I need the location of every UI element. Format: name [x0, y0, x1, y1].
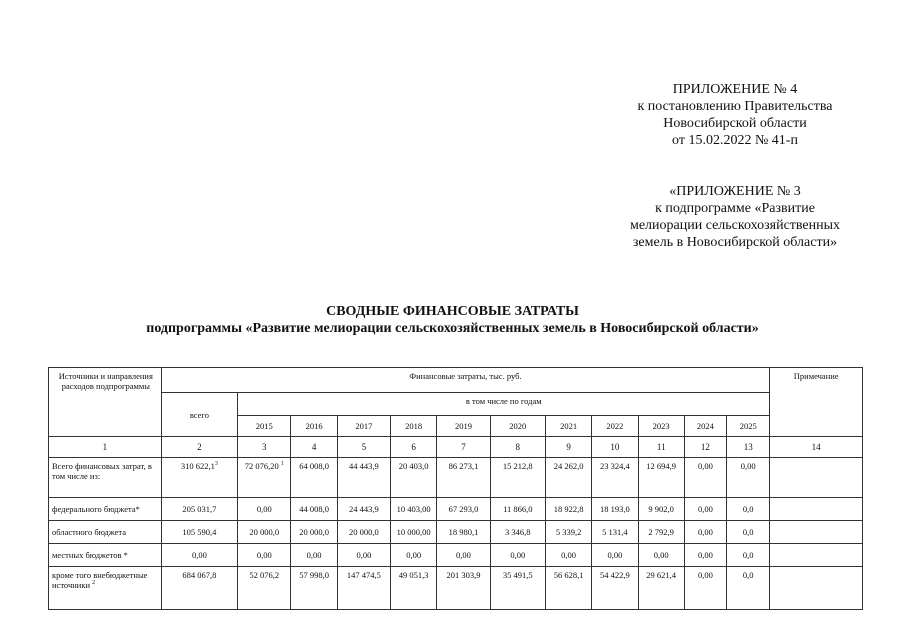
year-value	[291, 567, 337, 610]
row-total-value	[161, 521, 237, 544]
year-value	[490, 521, 545, 544]
year-value-text: 20 403,0	[398, 461, 429, 471]
year-value	[437, 458, 490, 498]
total-value-text: 0,00	[191, 550, 207, 560]
header-total: всего	[161, 393, 237, 437]
year-value	[490, 544, 545, 567]
footnote-marker: 3	[214, 461, 218, 468]
year-value	[592, 458, 638, 498]
column-number: 14	[770, 437, 863, 458]
year-value	[238, 498, 291, 521]
row-note	[770, 521, 863, 544]
year-value	[437, 498, 490, 521]
row-extrabudgetary	[49, 567, 863, 610]
year-value	[545, 458, 591, 498]
total-value-text: 684 067,8	[182, 570, 217, 580]
year-value-text: 0,00	[356, 550, 372, 560]
year-value	[291, 458, 337, 498]
row-total	[49, 458, 863, 498]
row-federal-budget	[49, 498, 863, 521]
row-local-budgets	[49, 544, 863, 567]
total-value-text: 310 622,1	[180, 461, 215, 471]
year-value	[490, 567, 545, 610]
year-value	[545, 521, 591, 544]
year-value	[727, 521, 770, 544]
row-total-value	[161, 544, 237, 567]
year-value-text: 11 866,0	[503, 504, 533, 514]
year-value-text: 0,00	[697, 570, 713, 580]
year-value-text: 147 474,5	[346, 570, 381, 580]
column-number: 11	[638, 437, 684, 458]
column-number: 5	[337, 437, 390, 458]
year-value-text: 35 491,5	[502, 570, 533, 580]
year-value-text: 20 000,0	[349, 527, 379, 537]
year-value-text: 18 193,0	[600, 504, 630, 514]
year-value-text: 0,00	[607, 550, 623, 560]
row-note	[770, 567, 863, 610]
year-value	[684, 544, 726, 567]
year-value-text: 29 621,4	[646, 570, 677, 580]
year-header: 2016	[291, 416, 337, 437]
year-value-text: 0,00	[697, 461, 713, 471]
row-label-text: кроме того внебюджетные источники	[52, 570, 148, 590]
year-header: 2024	[684, 416, 726, 437]
header-note: Примечание	[770, 368, 863, 437]
year-value	[391, 521, 437, 544]
year-value	[727, 498, 770, 521]
year-value	[592, 567, 638, 610]
year-value	[545, 544, 591, 567]
year-header: 2021	[545, 416, 591, 437]
row-total-value	[161, 567, 237, 610]
year-value-text: 0,00	[256, 504, 272, 514]
year-value	[391, 458, 437, 498]
year-value-text: 10 000,00	[396, 527, 431, 537]
year-value	[727, 567, 770, 610]
appendix-3-line-3: мелиорации сельскохозяйственных	[629, 218, 841, 233]
year-value-text: 5 339,2	[555, 527, 582, 537]
row-label-text: областного бюджета	[52, 527, 127, 537]
year-value-text: 3 346,8	[505, 527, 531, 537]
year-header: 2017	[337, 416, 390, 437]
footnote-marker: 2	[92, 580, 96, 587]
year-value	[684, 458, 726, 498]
year-value	[727, 458, 770, 498]
year-value-text: 20 000,0	[249, 527, 280, 537]
year-value-text: 44 443,9	[349, 461, 379, 471]
year-value	[545, 567, 591, 610]
year-header: 2019	[437, 416, 490, 437]
year-header: 2022	[592, 416, 638, 437]
year-value-text: 0,00	[697, 527, 713, 537]
year-header: 2018	[391, 416, 437, 437]
year-value	[727, 544, 770, 567]
appendix-4-line-2: к постановлению Правительства	[637, 99, 833, 114]
year-value	[437, 567, 490, 610]
column-number: 9	[545, 437, 591, 458]
header-by-year: в том числе по годам	[238, 393, 770, 416]
year-value-text: 0,00	[456, 550, 471, 560]
row-label	[49, 544, 162, 567]
row-label-text: Всего финансовых затрат, в том числе из:	[52, 461, 152, 481]
year-value	[638, 567, 684, 610]
header-costs: Финансовые затраты, тыс. руб.	[161, 368, 770, 393]
row-label	[49, 567, 162, 610]
appendix-3-header	[600, 183, 870, 251]
year-value-text: 67 293,0	[448, 504, 479, 514]
year-value-text: 64 008,0	[299, 461, 329, 471]
year-value	[592, 521, 638, 544]
year-value-text: 5 131,4	[602, 527, 628, 537]
year-value-text: 0,0	[742, 570, 754, 580]
year-value-text: 0,00	[256, 550, 272, 560]
year-value-text: 0,00	[561, 550, 577, 560]
year-value-text: 44 008,0	[299, 504, 329, 514]
year-value-text: 15 212,8	[502, 461, 533, 471]
year-value	[291, 521, 337, 544]
column-number: 2	[161, 437, 237, 458]
year-value	[638, 458, 684, 498]
year-value-text: 23 324,4	[600, 461, 630, 471]
year-value-text: 201 303,9	[446, 570, 481, 580]
year-value-text: 0,0	[742, 550, 754, 560]
year-value	[238, 544, 291, 567]
row-total-value	[161, 458, 237, 498]
year-header: 2020	[490, 416, 545, 437]
column-number: 7	[437, 437, 490, 458]
column-number: 10	[592, 437, 638, 458]
document-title: СВОДНЫЕ ФИНАНСОВЫЕ ЗАТРАТЫ	[326, 304, 579, 319]
year-value-text: 0,00	[406, 550, 422, 560]
year-value-text: 0,00	[740, 461, 756, 471]
row-label	[49, 458, 162, 498]
year-value-text: 2 792,9	[648, 527, 674, 537]
year-value	[291, 544, 337, 567]
row-label-text: местных бюджетов *	[52, 550, 128, 560]
header-sources: Источники и направления расходов подпрограммы	[49, 368, 162, 437]
year-value	[337, 567, 390, 610]
year-value	[684, 567, 726, 610]
row-note	[770, 458, 863, 498]
row-total-value	[161, 498, 237, 521]
year-value-text: 0,00	[306, 550, 322, 560]
year-value	[592, 544, 638, 567]
footnote-marker: 1	[280, 461, 284, 468]
year-value	[490, 458, 545, 498]
row-label	[49, 498, 162, 521]
column-number: 4	[291, 437, 337, 458]
year-value-text: 9 902,0	[648, 504, 674, 514]
year-value-text: 56 628,1	[553, 570, 584, 580]
document-subtitle: подпрограммы «Развитие мелиорации сельскохозяйственных земель в Новосибирской области»	[146, 321, 759, 336]
year-value	[337, 521, 390, 544]
appendix-4-header	[600, 81, 870, 149]
year-value-text: 86 273,1	[448, 461, 479, 471]
year-value-text: 18 980,1	[448, 527, 479, 537]
year-value-text: 72 076,20	[244, 461, 279, 471]
year-value	[684, 498, 726, 521]
year-value-text: 49 051,3	[398, 570, 429, 580]
row-note	[770, 544, 863, 567]
column-number: 1	[49, 437, 162, 458]
year-value	[545, 498, 591, 521]
appendix-3-line-2: к подпрограмме «Развитие	[655, 201, 815, 216]
year-value	[337, 498, 390, 521]
year-header: 2015	[238, 416, 291, 437]
year-value	[238, 567, 291, 610]
year-value-text: 57 998,0	[299, 570, 329, 580]
year-value-text: 0,00	[697, 550, 713, 560]
year-value	[291, 498, 337, 521]
year-value	[684, 521, 726, 544]
appendix-4-line-3: Новосибирской области	[663, 116, 807, 131]
year-value	[238, 458, 291, 498]
appendix-3-line-1: «ПРИЛОЖЕНИЕ № 3	[669, 184, 801, 199]
row-regional-budget	[49, 521, 863, 544]
year-value	[638, 521, 684, 544]
year-value-text: 24 262,0	[553, 461, 584, 471]
year-value	[638, 544, 684, 567]
year-value-text: 24 443,9	[349, 504, 379, 514]
year-value-text: 12 694,9	[646, 461, 677, 471]
year-value	[437, 521, 490, 544]
year-value	[437, 544, 490, 567]
year-value-text: 20 000,0	[299, 527, 329, 537]
financial-costs-table	[48, 367, 863, 610]
year-value	[490, 498, 545, 521]
column-number: 13	[727, 437, 770, 458]
appendix-4-line-1: ПРИЛОЖЕНИЕ № 4	[672, 82, 798, 97]
year-value-text: 10 403,00	[396, 504, 431, 514]
year-value-text: 0,0	[742, 504, 754, 514]
year-value	[592, 498, 638, 521]
year-header: 2025	[727, 416, 770, 437]
year-value	[337, 544, 390, 567]
year-value-text: 0,00	[510, 550, 526, 560]
year-value-text: 0,0	[742, 527, 754, 537]
year-value	[337, 458, 390, 498]
appendix-4-line-4: от 15.02.2022 № 41-п	[672, 133, 798, 148]
total-value-text: 205 031,7	[182, 504, 217, 514]
year-value	[638, 498, 684, 521]
year-value-text: 54 422,9	[600, 570, 630, 580]
row-label-text: федерального бюджета*	[52, 504, 140, 514]
total-value-text: 105 590,4	[182, 527, 217, 537]
column-number: 6	[391, 437, 437, 458]
year-value-text: 0,00	[697, 504, 713, 514]
row-label	[49, 521, 162, 544]
column-number: 3	[238, 437, 291, 458]
row-note	[770, 498, 863, 521]
year-value	[238, 521, 291, 544]
year-value-text: 52 076,2	[249, 570, 280, 580]
year-value	[391, 567, 437, 610]
column-number: 8	[490, 437, 545, 458]
column-number: 12	[684, 437, 726, 458]
year-value-text: 0,00	[653, 550, 669, 560]
year-value	[391, 498, 437, 521]
appendix-3-line-4: земель в Новосибирской области»	[632, 235, 838, 250]
year-value-text: 18 922,8	[553, 504, 584, 514]
year-value	[391, 544, 437, 567]
year-header: 2023	[638, 416, 684, 437]
